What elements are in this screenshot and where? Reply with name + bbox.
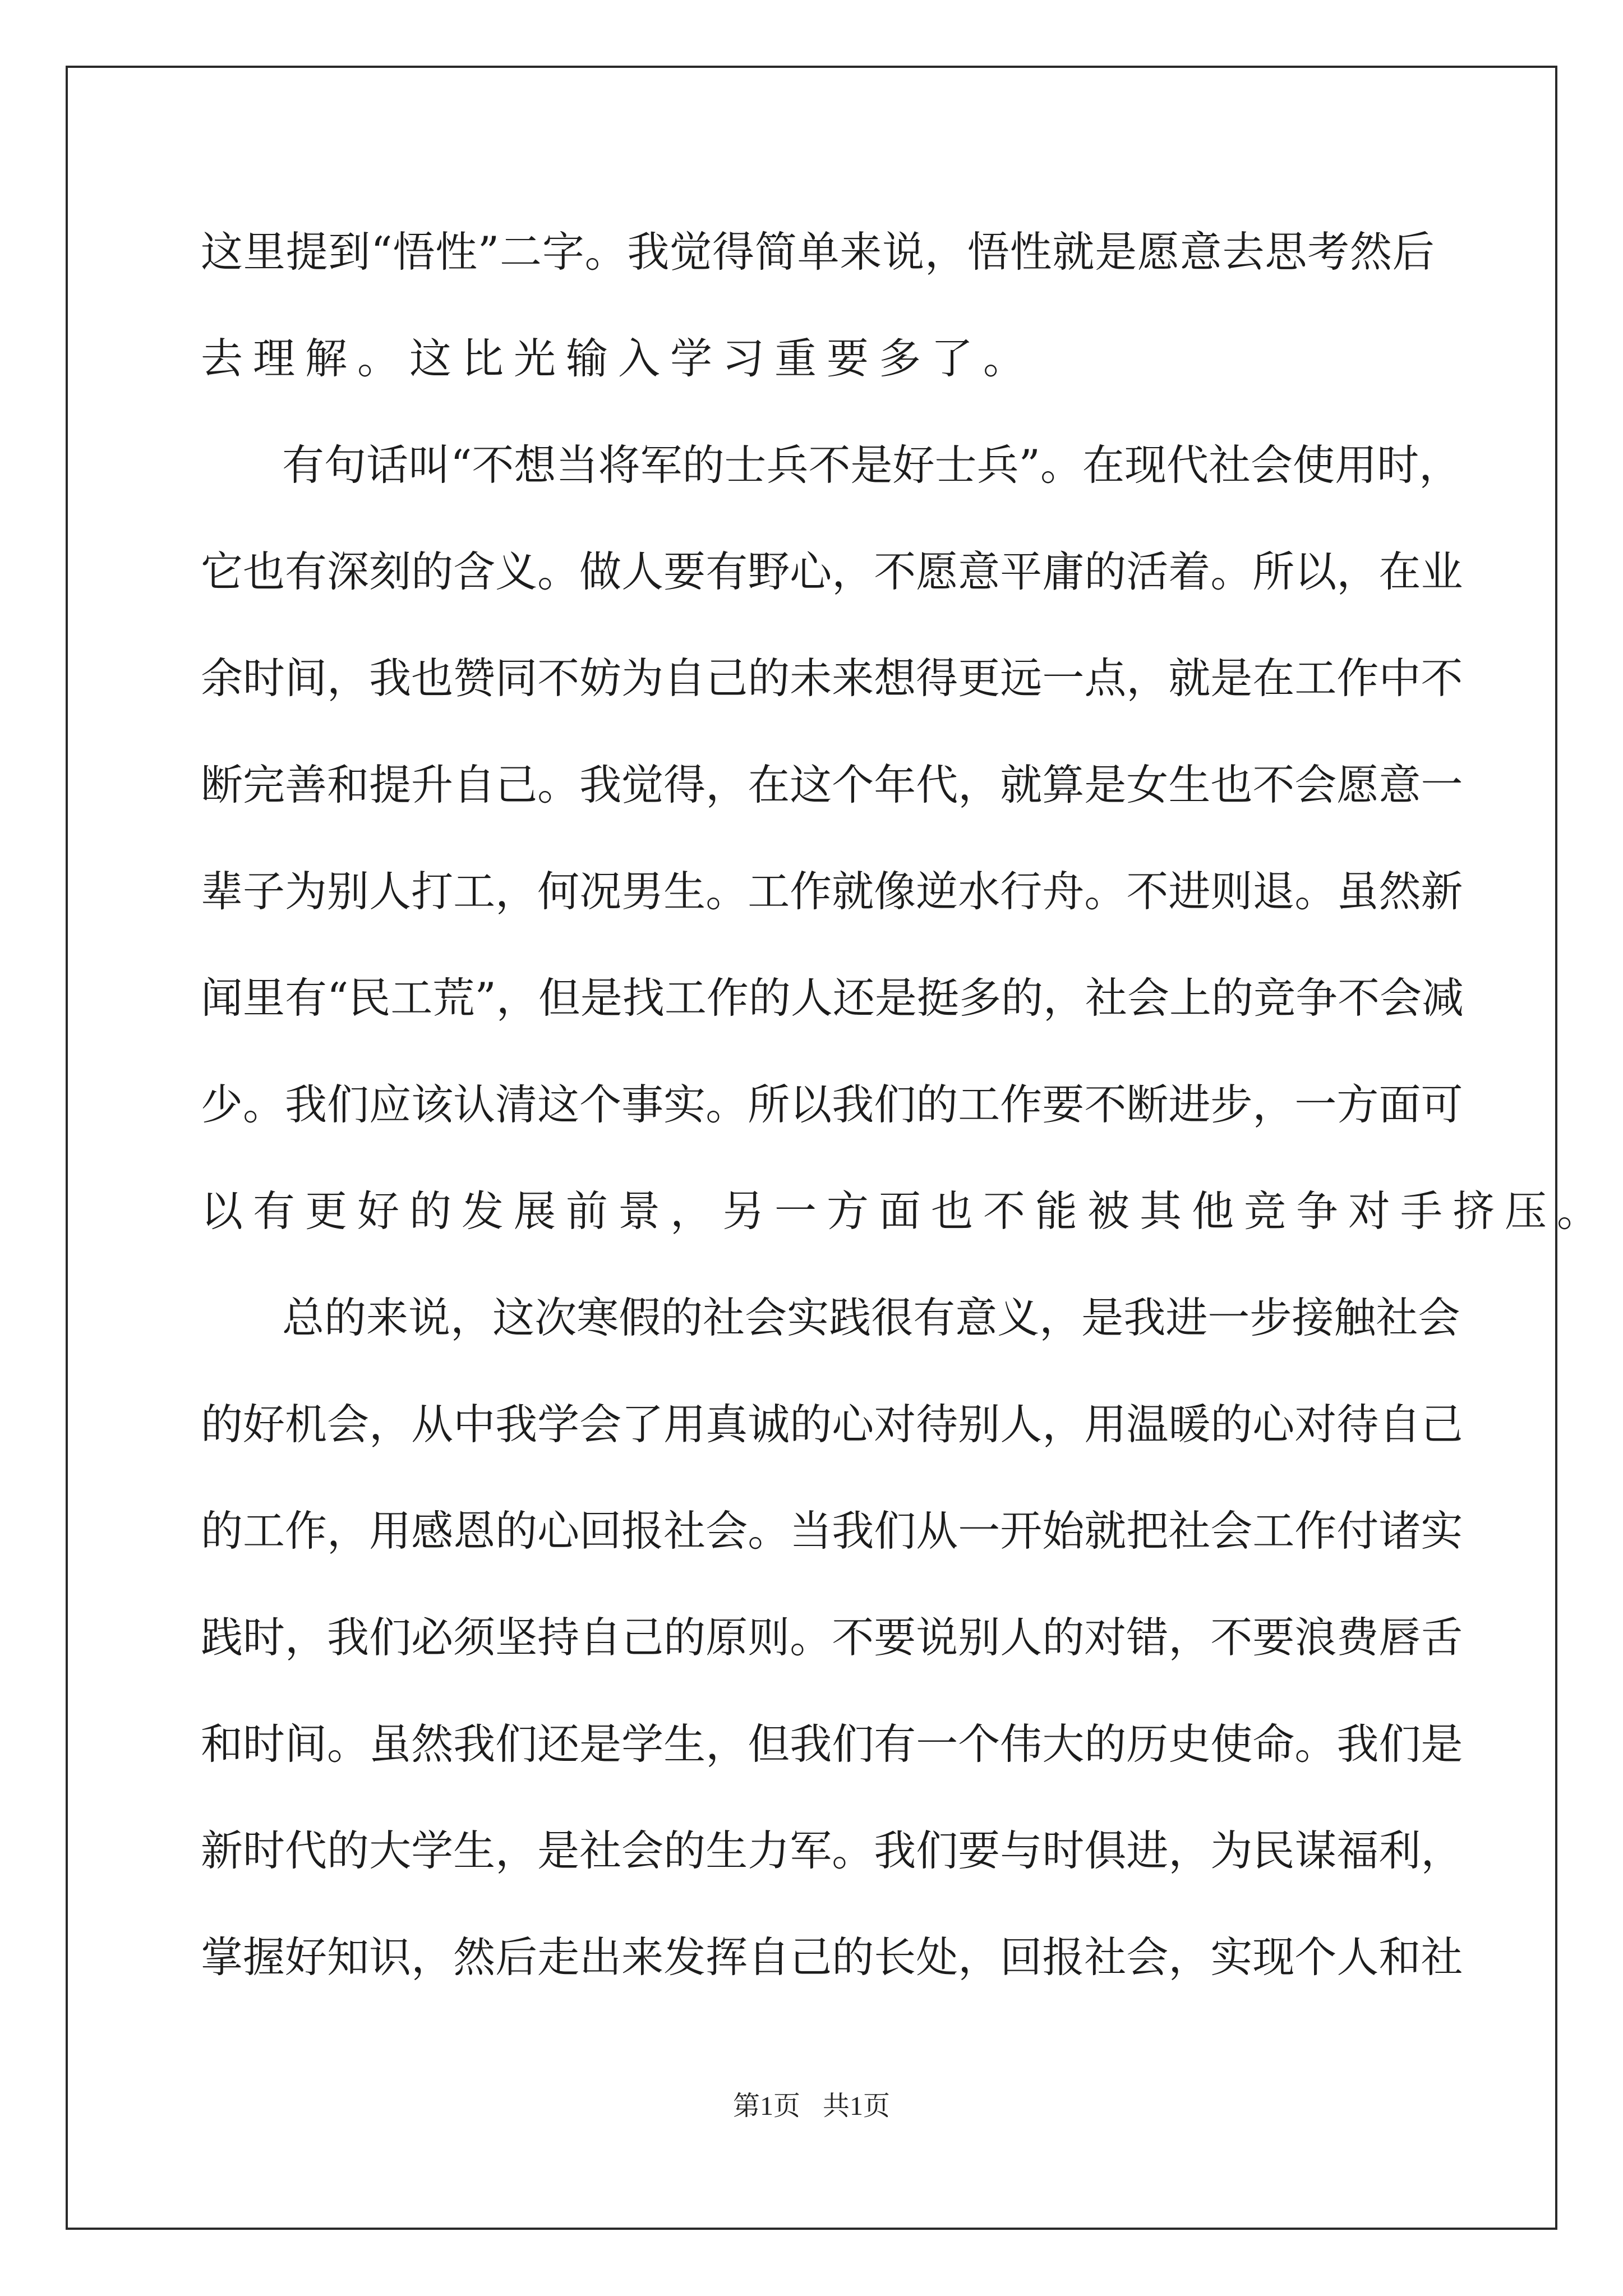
document-body — [201, 210, 1610, 2022]
text-line: 这 里 提 到 “ 悟 性 ” 二 字 。 我 觉 得 简 单 来 说 ， 悟 性 就 是 愿 意 去 思 考 然 后 — [201, 227, 1435, 277]
text-line: 少 。 我 们 应 该 认 清 这 个 事 实 。 所 以 我 们 的 工 作 要 不 断 进 步 ， 一 方 面 可 — [201, 1080, 1463, 1129]
text-line: 掌 握 好 知 识 ， 然 后 走 出 来 发 挥 自 己 的 长 处 ， 回 报 社 会 ， 实 现 个 人 和 社 — [201, 1932, 1463, 1982]
text-line: 断 完 善 和 提 升 自 己 。 我 觉 得 ， 在 这 个 年 代 ， 就 算 是 女 生 也 不 会 愿 意 一 — [201, 760, 1463, 809]
page-total: 共1页 — [823, 2091, 891, 2121]
text-line: 的 工 作 ， 用 感 恩 的 心 回 报 社 会 。 当 我 们 从 一 开 始 就 把 社 会 工 作 付 诸 实 — [201, 1506, 1463, 1556]
text-line: 闻 里 有 “ 民 工 荒 ” ， 但 是 找 工 作 的 人 还 是 挺 多 的 ， 社 会 上 的 竞 争 不 会 减 — [201, 973, 1464, 1023]
text-line: 辈 子 为 别 人 打 工 ， 何 况 男 生 。 工 作 就 像 逆 水 行 舟 。 不 进 则 退 。 虽 然 新 — [201, 867, 1463, 916]
text-line: 有 句 话 叫 “ 不 想 当 将 军 的 士 兵 不 是 好 士 兵 ” 。 在 现 代 社 会 使 用 时 ， — [282, 440, 1461, 490]
text-line: 和 时 间 。 虽 然 我 们 还 是 学 生 ， 但 我 们 有 一 个 伟 大 的 历 史 使 命 。 我 们 是 — [201, 1719, 1463, 1769]
text-line: 余 时 间 ， 我 也 赞 同 不 妨 为 自 己 的 未 来 想 得 更 远 一 点 ， 就 是 在 工 作 中 不 — [201, 654, 1463, 703]
text-line: 以有更好的发展前景，另一方面也不能被其他竞争对手挤压。 — [201, 1186, 1610, 1236]
text-line: 践 时 ， 我 们 必 须 坚 持 自 己 的 原 则 。 不 要 说 别 人 的 对 错 ， 不 要 浪 费 唇 舌 — [201, 1613, 1463, 1662]
text-line: 它 也 有 深 刻 的 含 义 。 做 人 要 有 野 心 ， 不 愿 意 平 庸 的 活 着 。 所 以 ， 在 业 — [201, 547, 1463, 596]
page-number: 第1页 — [732, 2091, 800, 2121]
page-footer — [0, 2084, 1623, 2123]
text-line: 去理解。这比光输入学习重要多了。 — [201, 334, 1036, 383]
text-line: 新 时 代 的 大 学 生 ， 是 社 会 的 生 力 军 。 我 们 要 与 时 俱 进 ， 为 民 谋 福 利 ， — [201, 1826, 1463, 1875]
text-line: 总 的 来 说 ， 这 次 寒 假 的 社 会 实 践 很 有 意 义 ， 是 我 进 一 步 接 触 社 会 — [282, 1293, 1460, 1342]
text-line: 的 好 机 会 ， 从 中 我 学 会 了 用 真 诚 的 心 对 待 别 人 ， 用 温 暖 的 心 对 待 自 己 — [201, 1400, 1463, 1449]
